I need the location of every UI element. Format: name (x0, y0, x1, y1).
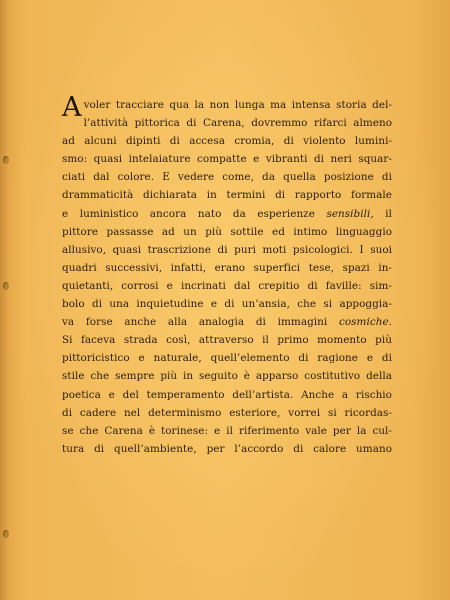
text-line: poetica e del temperamento dell’artista. Anche a rischio (62, 388, 392, 401)
text-line: ciati dal colore. E vedere come, da quella posizione di (62, 171, 392, 184)
text-line-with-italic (62, 313, 392, 331)
text-line: bolo di una inquietudine e di un’ansia, che si appoggia- (62, 298, 392, 311)
text-segment: e luministico ancora nato da esperienze (62, 207, 315, 220)
text-line: se che Carena è torinese: e il riferimento vale per la cul- (62, 424, 392, 437)
text-line: voler tracciare qua la non lunga ma intensa storia del- (83, 99, 392, 111)
text-segment: va forse anche alla analogia di immagini (62, 316, 328, 329)
text-line: ad alcuni dipinti di accesa cromia, di violento lumini- (62, 135, 392, 148)
text-line: l’attività pittorica di Carena, dovremmo rifarci almeno (83, 117, 392, 130)
italic-word: cosmiche. (339, 316, 392, 329)
text-line: pittore passasse ad un più sottile ed intimo linguaggio (62, 225, 392, 238)
binding-hole (3, 156, 9, 164)
text-line: tura di quell’ambiente, per l’accordo di calore umano (62, 442, 392, 455)
text-line: quietanti, corrosi e incrinati dal crepitio di faville: sim- (62, 279, 392, 292)
text-segment: il (373, 207, 392, 220)
text-line: di cadere nel determinismo esteriore, vorrei si ricordas- (62, 406, 392, 419)
text-line: Si faceva strada così, attraverso il primo momento più (62, 334, 392, 347)
text-line: smo: quasi intelaiature compatte e vibranti di neri squar- (62, 153, 392, 166)
body-text (62, 92, 392, 458)
page-binding-edge (0, 0, 8, 600)
text-line-with-italic (62, 205, 392, 223)
dropcap-letter: A (62, 92, 82, 123)
text-line: quadri successivi, infatti, erano superfici tese, spazi in- (62, 261, 392, 274)
text-line: drammaticità dichiarata in termini di rapporto formale (62, 189, 392, 202)
binding-hole (3, 530, 9, 538)
text-line: stile che sempre più in seguito è apparso costitutivo della (62, 370, 392, 383)
binding-hole (3, 282, 9, 290)
text-line: pittoricistico e naturale, quell’elemento di ragione e di (62, 352, 392, 365)
italic-word: sensibili, (326, 207, 374, 220)
text-line: allusivo, quasi trascrizione di puri moti psicologici. I suoi (62, 243, 392, 256)
